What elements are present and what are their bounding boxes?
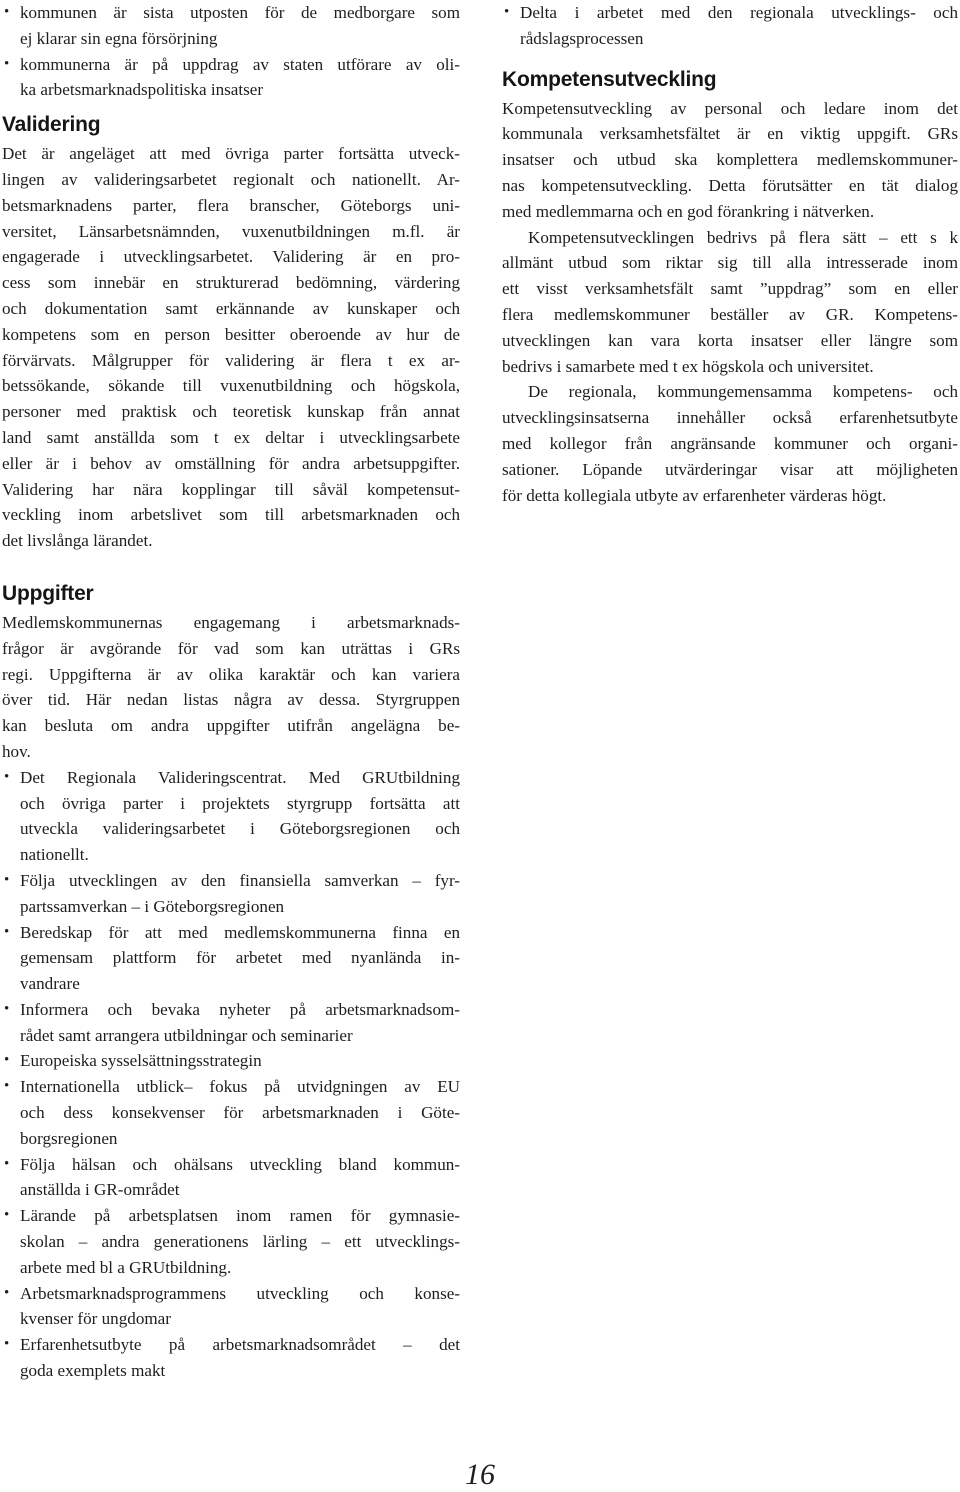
bullet-icon: • bbox=[4, 1078, 10, 1095]
bullet-line: ej klarar sin egna försörjning bbox=[20, 28, 218, 48]
paragraph-line: Validering har nära kopplingar till såväl kompetensut- bbox=[2, 479, 460, 499]
bullet-line: nationellt. bbox=[20, 845, 89, 865]
bullet-icon: • bbox=[4, 1207, 10, 1224]
bullet-line: Lärande på arbetsplatsen inom ramen för gymnasie- bbox=[20, 1206, 460, 1226]
paragraph-line: Det är angeläget att med övriga parter fortsätta utveck- bbox=[2, 144, 460, 164]
bullet-line: gemensam plattform för arbetet med nyanlända in- bbox=[20, 948, 460, 968]
intro-bullet-list-right bbox=[502, 0, 958, 52]
left-column bbox=[2, 0, 460, 1384]
bullet-icon: • bbox=[4, 871, 10, 888]
bullet-icon: • bbox=[4, 923, 10, 940]
paragraph-line: och dokumentation samt erkännande av kunskaper och bbox=[2, 298, 460, 318]
paragraph-line: flera medlemskommuner beställer av GR. Kompetens- bbox=[502, 304, 958, 324]
bullet-line: borgsregionen bbox=[20, 1128, 118, 1148]
paragraph-line: med kollegor från angränsande kommuner och organi- bbox=[502, 433, 958, 453]
paragraph-line: eller är i behov av omställning för andra arbetsuppgifter. bbox=[2, 453, 460, 473]
paragraph-line: personer med praktisk och teoretisk kunskap från annat bbox=[2, 402, 460, 422]
bullet-line: ka arbetsmarknadspolitiska insatser bbox=[20, 80, 264, 100]
bullet-line: Följa hälsan och ohälsans utveckling bland kommun- bbox=[20, 1154, 460, 1174]
bullet-line: partssamverkan – i Göteborgsregionen bbox=[20, 896, 285, 916]
bullet-item bbox=[2, 997, 460, 1049]
bullet-item bbox=[2, 0, 460, 52]
bullet-line: Det Regionala Valideringscentrat. Med GRUtbildning bbox=[20, 767, 460, 787]
bullet-icon: • bbox=[4, 1052, 10, 1069]
bullet-line: kvenser för ungdomar bbox=[20, 1309, 171, 1329]
bullet-icon: • bbox=[4, 1155, 10, 1172]
bullet-line: och dess konsekvenser för arbetsmarknaden i Göte- bbox=[20, 1103, 460, 1123]
bullet-line: rådslagsprocessen bbox=[520, 28, 644, 48]
bullet-line: kommunerna är på uppdrag av staten utförare av oli- bbox=[20, 54, 460, 74]
paragraph-line: kommunala verksamhetsfältet är en viktig uppgift. GRs bbox=[502, 124, 958, 144]
bullet-icon: • bbox=[4, 1000, 10, 1017]
bullet-line: vandrare bbox=[20, 974, 80, 994]
paragraph-line: över tid. Här nedan listas några av dessa. Styrgruppen bbox=[2, 690, 460, 710]
paragraph-line: land samt anställda som t ex deltar i utvecklingsarbete bbox=[2, 427, 460, 447]
page-number: 16 bbox=[465, 1458, 495, 1491]
paragraph-line: kompetens som en person besitter oberoende av hur de bbox=[2, 324, 460, 344]
paragraph-line: sationer. Löpande utvärderingar visar att möjligheten bbox=[502, 459, 958, 479]
bullet-icon: • bbox=[4, 1336, 10, 1353]
bullet-icon: • bbox=[4, 4, 10, 20]
paragraph-line: veckling inom arbetslivet som till arbetsmarknaden och bbox=[2, 505, 460, 525]
kompetens-paragraph bbox=[502, 96, 958, 225]
paragraph-line: Medlemskommunernas engagemang i arbetsmarknads- bbox=[2, 612, 460, 632]
paragraph-line: hov. bbox=[2, 741, 31, 761]
paragraph-line: ett visst verksamhetsfält samt ”uppdrag” som en eller bbox=[502, 279, 958, 299]
paragraph-line: förvärvats. Målgrupper för validering är flera t ex ar- bbox=[2, 350, 460, 370]
paragraph-line: bedrivs i samarbete med t ex högskola och universitet. bbox=[502, 356, 874, 376]
bullet-line: Beredskap för att med medlemskommunerna finna en bbox=[20, 922, 460, 942]
paragraph-line: lingen av valideringsarbetet regionalt och nationellt. Ar- bbox=[2, 169, 460, 189]
bullet-line: Europeiska sysselsättningsstrategin bbox=[20, 1051, 262, 1071]
bullet-line: rådet samt arrangera utbildningar och seminarier bbox=[20, 1025, 353, 1045]
paragraph-line: De regionala, kommungemensamma kompetens- och bbox=[528, 382, 958, 402]
paragraph-line: det livslånga lärandet. bbox=[2, 531, 153, 551]
bullet-item bbox=[2, 1048, 460, 1074]
kompetens-paragraph bbox=[502, 225, 958, 380]
paragraph-line: versitet, Länsarbetsnämnden, vuxenutbildningen m.fl. är bbox=[2, 221, 460, 241]
kompetensutveckling-body bbox=[502, 96, 958, 509]
bullet-line: och övriga parter i projektets styrgrupp fortsätta att bbox=[20, 793, 460, 813]
paragraph-line: regi. Uppgifterna är av olika karaktär och kan variera bbox=[2, 664, 460, 684]
paragraph-line: cess som innebär en strukturerad bedömning, värdering bbox=[2, 273, 460, 293]
bullet-line: Informera och bevaka nyheter på arbetsmarknadsom- bbox=[20, 999, 460, 1019]
paragraph-line: med medlemmarna och en god förankring i nätverken. bbox=[502, 201, 875, 221]
intro-bullet-list bbox=[2, 0, 460, 103]
bullet-line: arbete med bl a GRUtbildning. bbox=[20, 1257, 232, 1277]
paragraph-line: frågor är avgörande för vad som kan uträttas i GRs bbox=[2, 638, 460, 658]
uppgifter-bullet-list bbox=[2, 765, 460, 1384]
paragraph-line: engagerade i utvecklingsarbetet. Validering är en pro- bbox=[2, 247, 460, 267]
validering-paragraph bbox=[2, 141, 460, 554]
paragraph-line: utvecklingsinsatserna innehåller också erfarenhetsutbyte bbox=[502, 408, 958, 428]
uppgifter-paragraph bbox=[2, 610, 460, 765]
bullet-item bbox=[2, 1074, 460, 1151]
bullet-line: utveckla valideringsarbetet i Göteborgsregionen och bbox=[20, 819, 460, 839]
bullet-item bbox=[2, 1332, 460, 1384]
bullet-line: Delta i arbetet med den regionala utvecklings- och bbox=[520, 3, 958, 22]
paragraph-line: Kompetensutvecklingen bedrivs på flera sätt – ett s k bbox=[528, 227, 958, 247]
bullet-icon: • bbox=[4, 768, 10, 785]
bullet-line: Arbetsmarknadsprogrammens utveckling och konse- bbox=[20, 1283, 460, 1303]
bullet-icon: • bbox=[4, 1284, 10, 1301]
bullet-item bbox=[502, 0, 958, 52]
kompetens-paragraph bbox=[502, 379, 958, 508]
paragraph-line: utvecklingen kan vara korta insatser eller längre som bbox=[502, 330, 958, 350]
bullet-icon: • bbox=[504, 4, 510, 20]
right-column bbox=[502, 0, 958, 508]
bullet-line: Internationella utblick– fokus på utvidgningen av EU bbox=[20, 1077, 460, 1097]
paragraph-line: betssökande, sökande till vuxenutbildning och högskola, bbox=[2, 376, 460, 396]
bullet-line: anställda i GR-området bbox=[20, 1180, 180, 1200]
bullet-line: Erfarenhetsutbyte på arbetsmarknadsområdet – det bbox=[20, 1335, 460, 1355]
paragraph-line: för detta kollegiala utbyte av erfarenheter värderas högt. bbox=[502, 485, 887, 505]
bullet-item bbox=[2, 52, 460, 104]
bullet-item bbox=[2, 1281, 460, 1333]
section-heading-uppgifter: Uppgifter bbox=[2, 581, 94, 605]
paragraph-line: insatser och utbud ska komplettera medlemskommuner- bbox=[502, 150, 958, 170]
section-heading-validering: Validering bbox=[2, 113, 101, 137]
bullet-item bbox=[2, 1203, 460, 1280]
bullet-line: skolan – andra generationens lärling – ett utvecklings- bbox=[20, 1232, 460, 1252]
paragraph-line: allmänt utbud som riktar sig till alla intresserade inom bbox=[502, 253, 958, 273]
bullet-icon: • bbox=[4, 55, 10, 72]
section-heading-kompetensutveckling: Kompetensutveckling bbox=[502, 67, 717, 91]
bullet-line: goda exemplets makt bbox=[20, 1361, 166, 1381]
bullet-item bbox=[2, 1152, 460, 1204]
paragraph-line: Kompetensutveckling av personal och ledare inom det bbox=[502, 98, 958, 118]
bullet-item bbox=[2, 868, 460, 920]
bullet-line: Följa utvecklingen av den finansiella samverkan – fyr- bbox=[20, 870, 460, 890]
paragraph-line: kan besluta om andra uppgifter utifrån angelägna be- bbox=[2, 716, 460, 736]
bullet-line: kommunen är sista utposten för de medborgare som bbox=[20, 3, 460, 22]
bullet-item bbox=[2, 920, 460, 997]
bullet-item bbox=[2, 765, 460, 868]
paragraph-line: nas kompetensutveckling. Detta förutsätter en tät dialog bbox=[502, 175, 958, 195]
paragraph-line: betsmarknadens parter, flera branscher, Göteborgs uni- bbox=[2, 195, 460, 215]
